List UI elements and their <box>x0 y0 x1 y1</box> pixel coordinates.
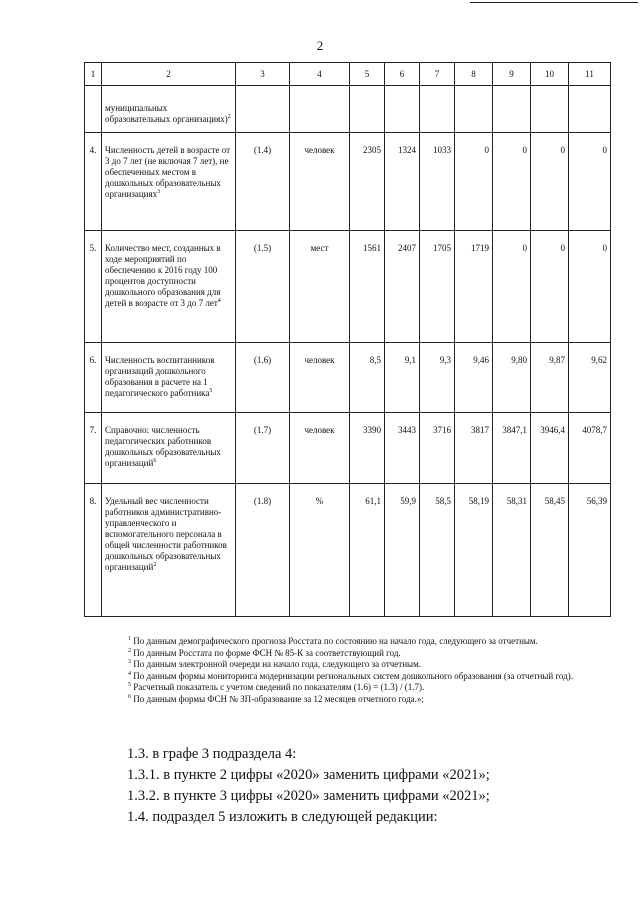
col-header: 10 <box>531 63 569 86</box>
indicator-code: (1.6) <box>236 343 290 413</box>
col-header: 1 <box>85 63 102 86</box>
value-cell: 9,46 <box>455 343 493 413</box>
unit-cell: человек <box>290 133 350 231</box>
indicators-table <box>84 62 611 617</box>
value-cell: 3443 <box>385 413 420 484</box>
value-cell: 0 <box>493 231 531 343</box>
value-cell: 9,87 <box>531 343 569 413</box>
table-row <box>85 133 611 231</box>
indicator-name: Справочно: численность педагогических работников дошкольных образовательных организаций$^6$ <box>102 413 236 484</box>
row-number: 4. <box>85 133 102 231</box>
row-number: 8. <box>85 484 102 617</box>
table-row <box>85 343 611 413</box>
footnote: $^4$ По данным формы мониторинга модернизации региональных систем дошкольного образования (за отчетный год). <box>128 670 573 681</box>
indicator-code: (1.8) <box>236 484 290 617</box>
indicator-name: Численность воспитанников организаций дошкольного образования в расчете на 1 педагогического работника$^5$ <box>102 343 236 413</box>
table-row <box>85 484 611 617</box>
value-cell: 1719 <box>455 231 493 343</box>
indicator-code: (1.4) <box>236 133 290 231</box>
value-cell: 9,1 <box>385 343 420 413</box>
page-number: 2 <box>316 38 324 53</box>
value-cell: 3716 <box>420 413 455 484</box>
value-cell: 2407 <box>385 231 420 343</box>
amendment-line: 1.3.2. в пункте 3 цифры «2020» заменить цифрами «2021»; <box>127 788 490 804</box>
footnote: $^1$ По данным демографического прогноза Росстата по состоянию на начало года, следующего за отчетным. <box>128 636 538 646</box>
col-header: 11 <box>569 63 611 86</box>
unit-cell: мест <box>290 231 350 343</box>
col-header: 2 <box>102 63 236 86</box>
footnote: $^3$ По данным электронной очереди на начало года, следующего за отчетным. <box>128 659 422 669</box>
value-cell: 8,5 <box>350 343 385 413</box>
value-cell: 58,19 <box>455 484 493 617</box>
value-cell: 1705 <box>420 231 455 343</box>
row-number: 6. <box>85 343 102 413</box>
value-cell: 0 <box>455 133 493 231</box>
indicator-name: Удельный вес численности работников административно-управленческого и вспомогательного персонала в общей численности работников дошкольных образовательных организаций$^2$ <box>102 484 236 617</box>
value-cell: 9,62 <box>569 343 611 413</box>
amendment-line: 1.4. подраздел 5 изложить в следующей редакции: <box>127 809 438 825</box>
col-header: 6 <box>385 63 420 86</box>
footnotes <box>86 636 610 705</box>
value-cell: 3390 <box>350 413 385 484</box>
col-header: 8 <box>455 63 493 86</box>
unit-cell: человек <box>290 413 350 484</box>
footnote: $^5$ Расчетный показатель с учетом сведений по показателям (1.6) = (1.3) / (1.7). <box>128 682 425 692</box>
value-cell: 3847,1 <box>493 413 531 484</box>
value-cell: 59,9 <box>385 484 420 617</box>
value-cell: 9,3 <box>420 343 455 413</box>
continuation-text: муниципальных образовательных организациях)$^2$ <box>102 86 236 133</box>
footnote: $^6$ По данным формы ФСН № ЗП-образование за 12 месяцев отчетного года.»; <box>128 693 424 704</box>
footnote: $^2$ По данным Росстата по форме ФСН № 85-К за соответствующий год. <box>128 647 401 658</box>
value-cell: 1033 <box>420 133 455 231</box>
amendments <box>127 744 490 828</box>
indicator-code: (1.7) <box>236 413 290 484</box>
value-cell: 56,39 <box>569 484 611 617</box>
value-cell: 58,31 <box>493 484 531 617</box>
value-cell: 58,45 <box>531 484 569 617</box>
table-row <box>85 231 611 343</box>
value-cell: 0 <box>493 133 531 231</box>
table-row <box>85 413 611 484</box>
indicator-name: Количество мест, созданных в ходе мероприятий по обеспечению к 2016 году 100 процентов доступности дошкольного образования для детей в возрасте от 3 до 7 лет$^4$ <box>102 231 236 343</box>
col-header: 4 <box>290 63 350 86</box>
row-number: 5. <box>85 231 102 343</box>
top-rule <box>470 2 638 3</box>
indicator-code: (1.5) <box>236 231 290 343</box>
indicator-name: Численность детей в возрасте от 3 до 7 лет (не включая 7 лет), не обеспеченных местом в дошкольных образовательных организациях$^3$ <box>102 133 236 231</box>
row-number: 7. <box>85 413 102 484</box>
unit-cell: % <box>290 484 350 617</box>
value-cell: 4078,7 <box>569 413 611 484</box>
amendment-line: 1.3. в графе 3 подраздела 4: <box>127 746 297 762</box>
value-cell: 61,1 <box>350 484 385 617</box>
value-cell: 0 <box>531 133 569 231</box>
table-header-row <box>85 63 611 86</box>
value-cell: 0 <box>569 231 611 343</box>
value-cell: 0 <box>531 231 569 343</box>
value-cell: 1324 <box>385 133 420 231</box>
value-cell: 1561 <box>350 231 385 343</box>
col-header: 9 <box>493 63 531 86</box>
value-cell: 0 <box>569 133 611 231</box>
col-header: 5 <box>350 63 385 86</box>
value-cell: 58,5 <box>420 484 455 617</box>
continuation-row <box>85 86 611 133</box>
value-cell: 3817 <box>455 413 493 484</box>
value-cell: 2305 <box>350 133 385 231</box>
col-header: 7 <box>420 63 455 86</box>
value-cell: 9,80 <box>493 343 531 413</box>
col-header: 3 <box>236 63 290 86</box>
value-cell: 3946,4 <box>531 413 569 484</box>
amendment-line: 1.3.1. в пункте 2 цифры «2020» заменить цифрами «2021»; <box>127 767 490 783</box>
unit-cell: человек <box>290 343 350 413</box>
